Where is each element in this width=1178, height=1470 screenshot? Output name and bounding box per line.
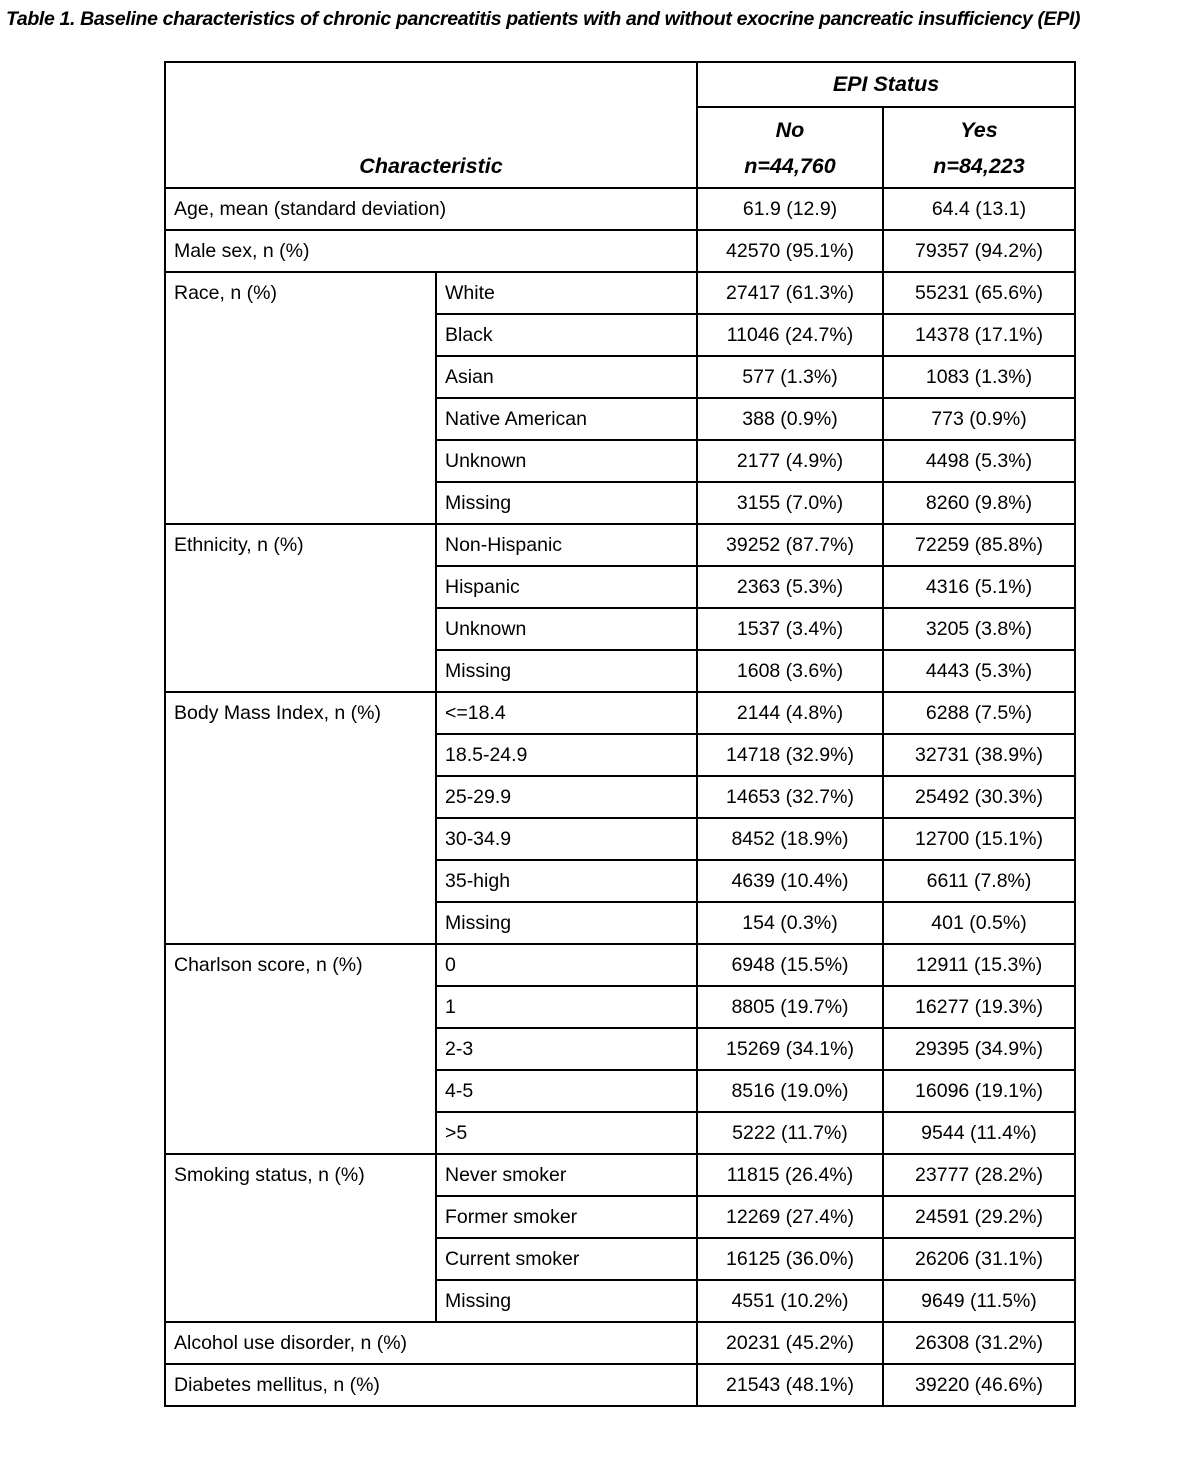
no-value: 4551 (10.2%) [697,1280,883,1322]
yes-value: 79357 (94.2%) [883,230,1075,272]
no-value: 2144 (4.8%) [697,692,883,734]
yes-count: n=84,223 [933,153,1025,178]
yes-column-header [883,107,1075,188]
row-label: Diabetes mellitus, n (%) [165,1364,697,1406]
yes-value: 3205 (3.8%) [883,608,1075,650]
no-value: 1608 (3.6%) [697,650,883,692]
header-row-1 [165,62,1075,107]
subcategory-label: <=18.4 [436,692,697,734]
table-row [165,272,1075,314]
yes-value: 39220 (46.6%) [883,1364,1075,1406]
yes-label: Yes [960,117,998,142]
no-value: 8805 (19.7%) [697,986,883,1028]
no-value: 20231 (45.2%) [697,1322,883,1364]
table-row [165,692,1075,734]
subcategory-label: 1 [436,986,697,1028]
yes-value: 24591 (29.2%) [883,1196,1075,1238]
no-value: 154 (0.3%) [697,902,883,944]
table-row [165,188,1075,230]
group-label: Charlson score, n (%) [165,944,436,1154]
subcategory-label: Missing [436,902,697,944]
no-value: 8452 (18.9%) [697,818,883,860]
no-value: 11046 (24.7%) [697,314,883,356]
yes-value: 12911 (15.3%) [883,944,1075,986]
subcategory-label: Current smoker [436,1238,697,1280]
no-count: n=44,760 [744,153,836,178]
subcategory-label: 0 [436,944,697,986]
subcategory-label: Non-Hispanic [436,524,697,566]
yes-value: 4443 (5.3%) [883,650,1075,692]
table-caption: Table 1. Baseline characteristics of chronic pancreatitis patients with and without exocrine pancreatic insufficiency (EPI) [6,8,1081,30]
yes-value: 26308 (31.2%) [883,1322,1075,1364]
row-label: Age, mean (standard deviation) [165,188,697,230]
no-value: 21543 (48.1%) [697,1364,883,1406]
no-value: 8516 (19.0%) [697,1070,883,1112]
table-row [165,1154,1075,1196]
yes-value: 29395 (34.9%) [883,1028,1075,1070]
subcategory-label: Never smoker [436,1154,697,1196]
subcategory-label: Missing [436,650,697,692]
no-value: 1537 (3.4%) [697,608,883,650]
no-value: 39252 (87.7%) [697,524,883,566]
yes-value: 72259 (85.8%) [883,524,1075,566]
yes-value: 16096 (19.1%) [883,1070,1075,1112]
yes-value: 23777 (28.2%) [883,1154,1075,1196]
subcategory-label: White [436,272,697,314]
yes-value: 16277 (19.3%) [883,986,1075,1028]
yes-value: 401 (0.5%) [883,902,1075,944]
group-label: Ethnicity, n (%) [165,524,436,692]
table-row [165,1322,1075,1364]
table-row [165,1364,1075,1406]
subcategory-label: Black [436,314,697,356]
group-label: Body Mass Index, n (%) [165,692,436,944]
subcategory-label: 35-high [436,860,697,902]
yes-value: 6611 (7.8%) [883,860,1075,902]
no-value: 11815 (26.4%) [697,1154,883,1196]
yes-value: 14378 (17.1%) [883,314,1075,356]
no-value: 15269 (34.1%) [697,1028,883,1070]
subcategory-label: Asian [436,356,697,398]
no-value: 2363 (5.3%) [697,566,883,608]
yes-value: 55231 (65.6%) [883,272,1075,314]
no-value: 388 (0.9%) [697,398,883,440]
subcategory-label: 25-29.9 [436,776,697,818]
no-value: 14653 (32.7%) [697,776,883,818]
characteristic-header: Characteristic [165,62,697,188]
yes-value: 32731 (38.9%) [883,734,1075,776]
subcategory-label: 4-5 [436,1070,697,1112]
subcategory-label: 2-3 [436,1028,697,1070]
baseline-characteristics-table [164,61,1076,1407]
no-value: 61.9 (12.9) [697,188,883,230]
subcategory-label: >5 [436,1112,697,1154]
no-value: 6948 (15.5%) [697,944,883,986]
no-value: 16125 (36.0%) [697,1238,883,1280]
no-value: 5222 (11.7%) [697,1112,883,1154]
yes-value: 26206 (31.1%) [883,1238,1075,1280]
subcategory-label: Native American [436,398,697,440]
group-label: Smoking status, n (%) [165,1154,436,1322]
no-value: 4639 (10.4%) [697,860,883,902]
table-row [165,230,1075,272]
yes-value: 4316 (5.1%) [883,566,1075,608]
no-value: 42570 (95.1%) [697,230,883,272]
subcategory-label: Unknown [436,608,697,650]
yes-value: 25492 (30.3%) [883,776,1075,818]
yes-value: 12700 (15.1%) [883,818,1075,860]
yes-value: 9544 (11.4%) [883,1112,1075,1154]
yes-value: 9649 (11.5%) [883,1280,1075,1322]
subcategory-label: 18.5-24.9 [436,734,697,776]
yes-value: 6288 (7.5%) [883,692,1075,734]
epi-status-header: EPI Status [697,62,1075,107]
yes-value: 64.4 (13.1) [883,188,1075,230]
subcategory-label: Former smoker [436,1196,697,1238]
table-row [165,944,1075,986]
subcategory-label: Hispanic [436,566,697,608]
yes-value: 1083 (1.3%) [883,356,1075,398]
row-label: Alcohol use disorder, n (%) [165,1322,697,1364]
no-value: 12269 (27.4%) [697,1196,883,1238]
subcategory-label: Missing [436,1280,697,1322]
subcategory-label: 30-34.9 [436,818,697,860]
no-label: No [775,117,805,142]
row-label: Male sex, n (%) [165,230,697,272]
no-value: 3155 (7.0%) [697,482,883,524]
subcategory-label: Unknown [436,440,697,482]
no-value: 27417 (61.3%) [697,272,883,314]
subcategory-label: Missing [436,482,697,524]
no-value: 577 (1.3%) [697,356,883,398]
yes-value: 773 (0.9%) [883,398,1075,440]
no-value: 2177 (4.9%) [697,440,883,482]
no-value: 14718 (32.9%) [697,734,883,776]
table-row [165,524,1075,566]
no-column-header [697,107,883,188]
yes-value: 8260 (9.8%) [883,482,1075,524]
group-label: Race, n (%) [165,272,436,524]
yes-value: 4498 (5.3%) [883,440,1075,482]
